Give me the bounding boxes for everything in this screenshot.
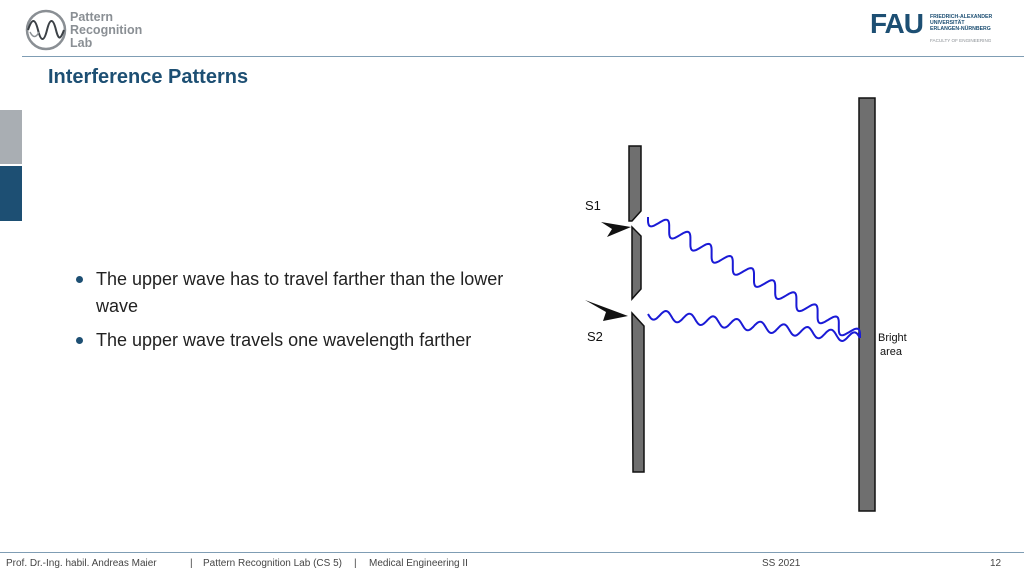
footer-course: Medical Engineering II <box>369 558 468 569</box>
bullet-item <box>74 266 544 320</box>
slit1-arrow-icon <box>601 222 631 237</box>
slit2-label: S2 <box>587 329 603 344</box>
lab-logo-line: Recognition <box>70 23 143 37</box>
slit-barrier-top <box>629 146 641 221</box>
double-slit-diagram <box>560 90 910 520</box>
fau-logo-mark: FAU <box>870 9 923 39</box>
footer-author: Prof. Dr.-Ing. habil. Andreas Maier <box>6 558 157 569</box>
lab-logo-text <box>70 11 142 50</box>
bullet-list <box>74 266 544 361</box>
pattern-recognition-lab-logo-icon <box>24 8 68 52</box>
bullet-dot-icon <box>76 337 83 344</box>
fau-logo-line: UNIVERSITÄT <box>930 20 965 26</box>
slide-header <box>0 0 1024 56</box>
footer-divider <box>0 552 1024 553</box>
detection-screen <box>859 98 875 511</box>
bright-area-label: Bright <box>878 332 907 344</box>
side-tab-active <box>0 166 22 221</box>
bullet-dot-icon <box>76 276 83 283</box>
fau-logo-line: ERLANGEN-NÜRNBERG <box>930 26 991 32</box>
page-number: 12 <box>990 558 1002 569</box>
side-tab-inactive <box>0 110 22 164</box>
footer-separator: | <box>354 558 357 569</box>
lower-wave <box>648 311 860 341</box>
bullet-item <box>74 327 544 354</box>
bullet-text: The upper wave travels one wavelength farther <box>96 330 472 350</box>
fau-logo-icon <box>870 9 1000 45</box>
slit-barrier-bottom <box>632 313 644 472</box>
bright-area-label: area <box>880 346 903 358</box>
footer-term: SS 2021 <box>762 558 801 569</box>
fau-logo-line: FRIEDRICH-ALEXANDER <box>930 14 993 20</box>
page-title: Interference Patterns <box>48 66 249 88</box>
fau-logo-line: FACULTY OF ENGINEERING <box>930 38 992 43</box>
slit2-arrow-icon <box>585 300 628 321</box>
slide-footer <box>0 556 1024 574</box>
footer-separator: | <box>190 558 193 569</box>
slit-barrier-middle <box>632 227 641 299</box>
slit1-label: S1 <box>585 198 601 213</box>
footer-lab: Pattern Recognition Lab (CS 5) <box>203 558 342 569</box>
lab-logo-line: Lab <box>70 36 93 50</box>
upper-wave <box>648 217 860 338</box>
lab-logo-line: Pattern <box>70 10 114 24</box>
bullet-text: The upper wave has to travel farther than the lower wave <box>96 269 504 316</box>
header-divider <box>22 56 1024 57</box>
